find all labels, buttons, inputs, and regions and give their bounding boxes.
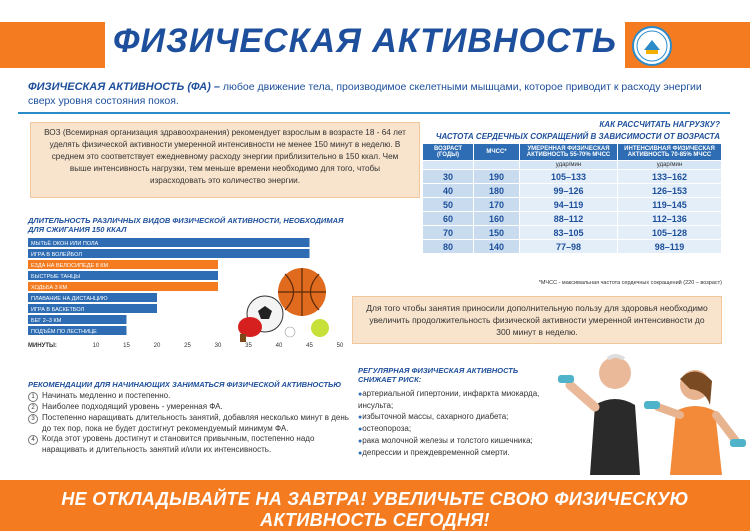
x-tick-label: 35 [245,343,252,349]
list-item: 2 Наиболее подходящий уровень - умеренная ФА. [28,402,358,413]
x-tick-label: 45 [306,343,313,349]
heart-rate-table [422,143,722,254]
table-cell: 170 [474,198,519,211]
mhr-footnote: *МЧСС - максимальная частота сердечных сокращений (220 – возраст) [538,280,722,286]
risk-list [358,388,558,459]
x-tick-label: 30 [214,343,222,349]
table-cell: 83–105 [520,226,617,239]
bar-label: ИГРА В БАСКЕТБОЛ [31,307,85,313]
x-tick-label: 25 [184,343,191,349]
table-row [423,212,721,225]
heart-rate-title: ЧАСТОТА СЕРДЕЧНЫХ СОКРАЩЕНИЙ В ЗАВИСИМОСТИ ОТ ВОЗРАСТА [435,132,720,141]
definition [28,80,718,108]
table-cell: 150 [474,226,519,239]
col-header-mhr: МЧСС* [474,144,519,160]
list-item: ● артериальной гипертонии, инфаркта миокарда, инсульта; [358,388,558,411]
list-item: 1 Начинать медленно и постепенно. [28,391,358,402]
bar-label: ИГРА В ВОЛЕЙБОЛ [31,252,82,258]
x-tick-label: 40 [275,343,283,349]
table-cell: 70 [423,226,473,239]
table-cell: 180 [474,184,519,197]
col-header-intense: ИНТЕНСИВНАЯ ФИЗИЧЕСКАЯ АКТИВНОСТЬ 70-85% МЧСС [618,144,721,160]
definition-text: любое движение тела, производимое скелетными мышцами, которое приводит к расходу энергии сверх уровня состояния покоя. [28,81,702,107]
col-header-moderate: УМЕРЕННАЯ ФИЗИЧЕСКАЯ АКТИВНОСТЬ 55-70% МЧСС [520,144,617,160]
bar-label: БЕГ 2–3 КМ [31,318,62,324]
table-cell: 30 [423,170,473,183]
table-row [423,184,721,197]
table-cell: 105–128 [618,226,721,239]
load-question: КАК РАССЧИТАТЬ НАГРУЗКУ? [599,120,720,129]
list-item: 4 Когда этот уровень достигнут и становится привычным, постепенно надо наращивать и длительность занятий и/или их интенсивность. [28,434,358,455]
extra-benefit-box: Для того чтобы занятия приносили дополнительную пользу для здоровья необходимо увеличить продолжительность физической активности умеренной интенсивности до 300 минут в неделю. [352,296,722,344]
bar-label: МЫТЬЁ ОКОН ИЛИ ПОЛА [31,241,99,247]
table-cell: 94–119 [520,198,617,211]
ministry-logo-icon [632,26,672,66]
table-row [423,170,721,183]
table-cell: 190 [474,170,519,183]
bar-label: ЕЗДА НА ВЕЛОСИПЕДЕ 8 КМ [31,263,109,269]
sports-balls-icon [230,262,340,342]
table-cell: 50 [423,198,473,211]
list-item: ● избыточной массы, сахарного диабета; [358,411,558,423]
table-cell: 112–136 [618,212,721,225]
bar-label: БЫСТРЫЕ ТАНЦЫ [31,274,81,280]
table-cell: 160 [474,212,519,225]
list-item: ● рака молочной железы и толстого кишечника; [358,435,558,447]
unit-label: удар/мин [618,161,721,169]
exercising-people-icon [540,345,750,475]
table-row [423,226,721,239]
table-cell: 133–162 [618,170,721,183]
table-cell: 80 [423,240,473,253]
table-cell: 40 [423,184,473,197]
table-cell: 105–133 [520,170,617,183]
list-item: 3 Постепенно наращивать длительность занятий, добавляя несколько минут в день до тех пор, пока не будет достигнут рекомендуемый минимум ФА. [28,413,358,434]
table-row [423,240,721,253]
table-cell: 88–112 [520,212,617,225]
definition-term: ФИЗИЧЕСКАЯ АКТИВНОСТЬ (ФА) – [28,81,220,93]
bar-label: ПЛАВАНИЕ НА ДИСТАНЦИЮ [31,296,108,302]
list-item: ● остеопороза; [358,423,558,435]
page-title: ФИЗИЧЕСКАЯ АКТИВНОСТЬ [112,22,618,60]
table-cell: 126–153 [618,184,721,197]
list-item: ● депрессии и преждевременной смерти. [358,447,558,459]
recommendations-title: РЕКОМЕНДАЦИИ ДЛЯ НАЧИНАЮЩИХ ЗАНИМАТЬСЯ ФИЗИЧЕСКОЙ АКТИВНОСТЬЮ [28,380,342,389]
table-row [423,198,721,211]
divider [18,112,730,114]
table-cell: 119–145 [618,198,721,211]
footer-slogan: НЕ ОТКЛАДЫВАЙТЕ НА ЗАВТРА! УВЕЛИЧЬТЕ СВОЮ ФИЗИЧЕСКУЮ АКТИВНОСТЬ СЕГОДНЯ! [61,489,689,530]
table-cell: 99–126 [520,184,617,197]
risk-title: РЕГУЛЯРНАЯ ФИЗИЧЕСКАЯ АКТИВНОСТЬ СНИЖАЕТ РИСК: [358,366,519,384]
table-cell: 60 [423,212,473,225]
recommendations-list [28,391,358,455]
chart-title: ДЛИТЕЛЬНОСТЬ РАЗЛИЧНЫХ ВИДОВ ФИЗИЧЕСКОЙ АКТИВНОСТИ, НЕОБХОДИМАЯ ДЛЯ СЖИГАНИЯ 150 ККАЛ [28,216,344,234]
x-tick-label: 15 [123,343,130,349]
bar-label: ПОДЪЁМ ПО ЛЕСТНИЦЕ [31,329,97,335]
x-tick-label: 50 [336,343,344,349]
x-axis-label: МИНУТЫ: [28,343,57,349]
who-recommendation-box: ВОЗ (Всемирная организация здравоохранения) рекомендует взрослым в возрасте 18 - 64 лет уделять физической активности умеренной интенсивности не менее 150 минут в неделю. В среднем это соответствует ежедневному расходу энергии приблизительно в 150 ккал. Чем выше интенсивность нагрузки, тем меньше времени необходимо для того, чтобы израсходовать это количество энергии. [30,122,420,198]
table-cell: 140 [474,240,519,253]
table-cell: 98–119 [618,240,721,253]
unit-label: удар/мин [520,161,617,169]
table-cell: 77–98 [520,240,617,253]
bar-label: ХОДЬБА 3 КМ [31,285,68,291]
x-tick-label: 10 [92,343,100,349]
x-tick-label: 20 [153,343,161,349]
col-header-age: ВОЗРАСТ (ГОДЫ) [423,144,473,160]
